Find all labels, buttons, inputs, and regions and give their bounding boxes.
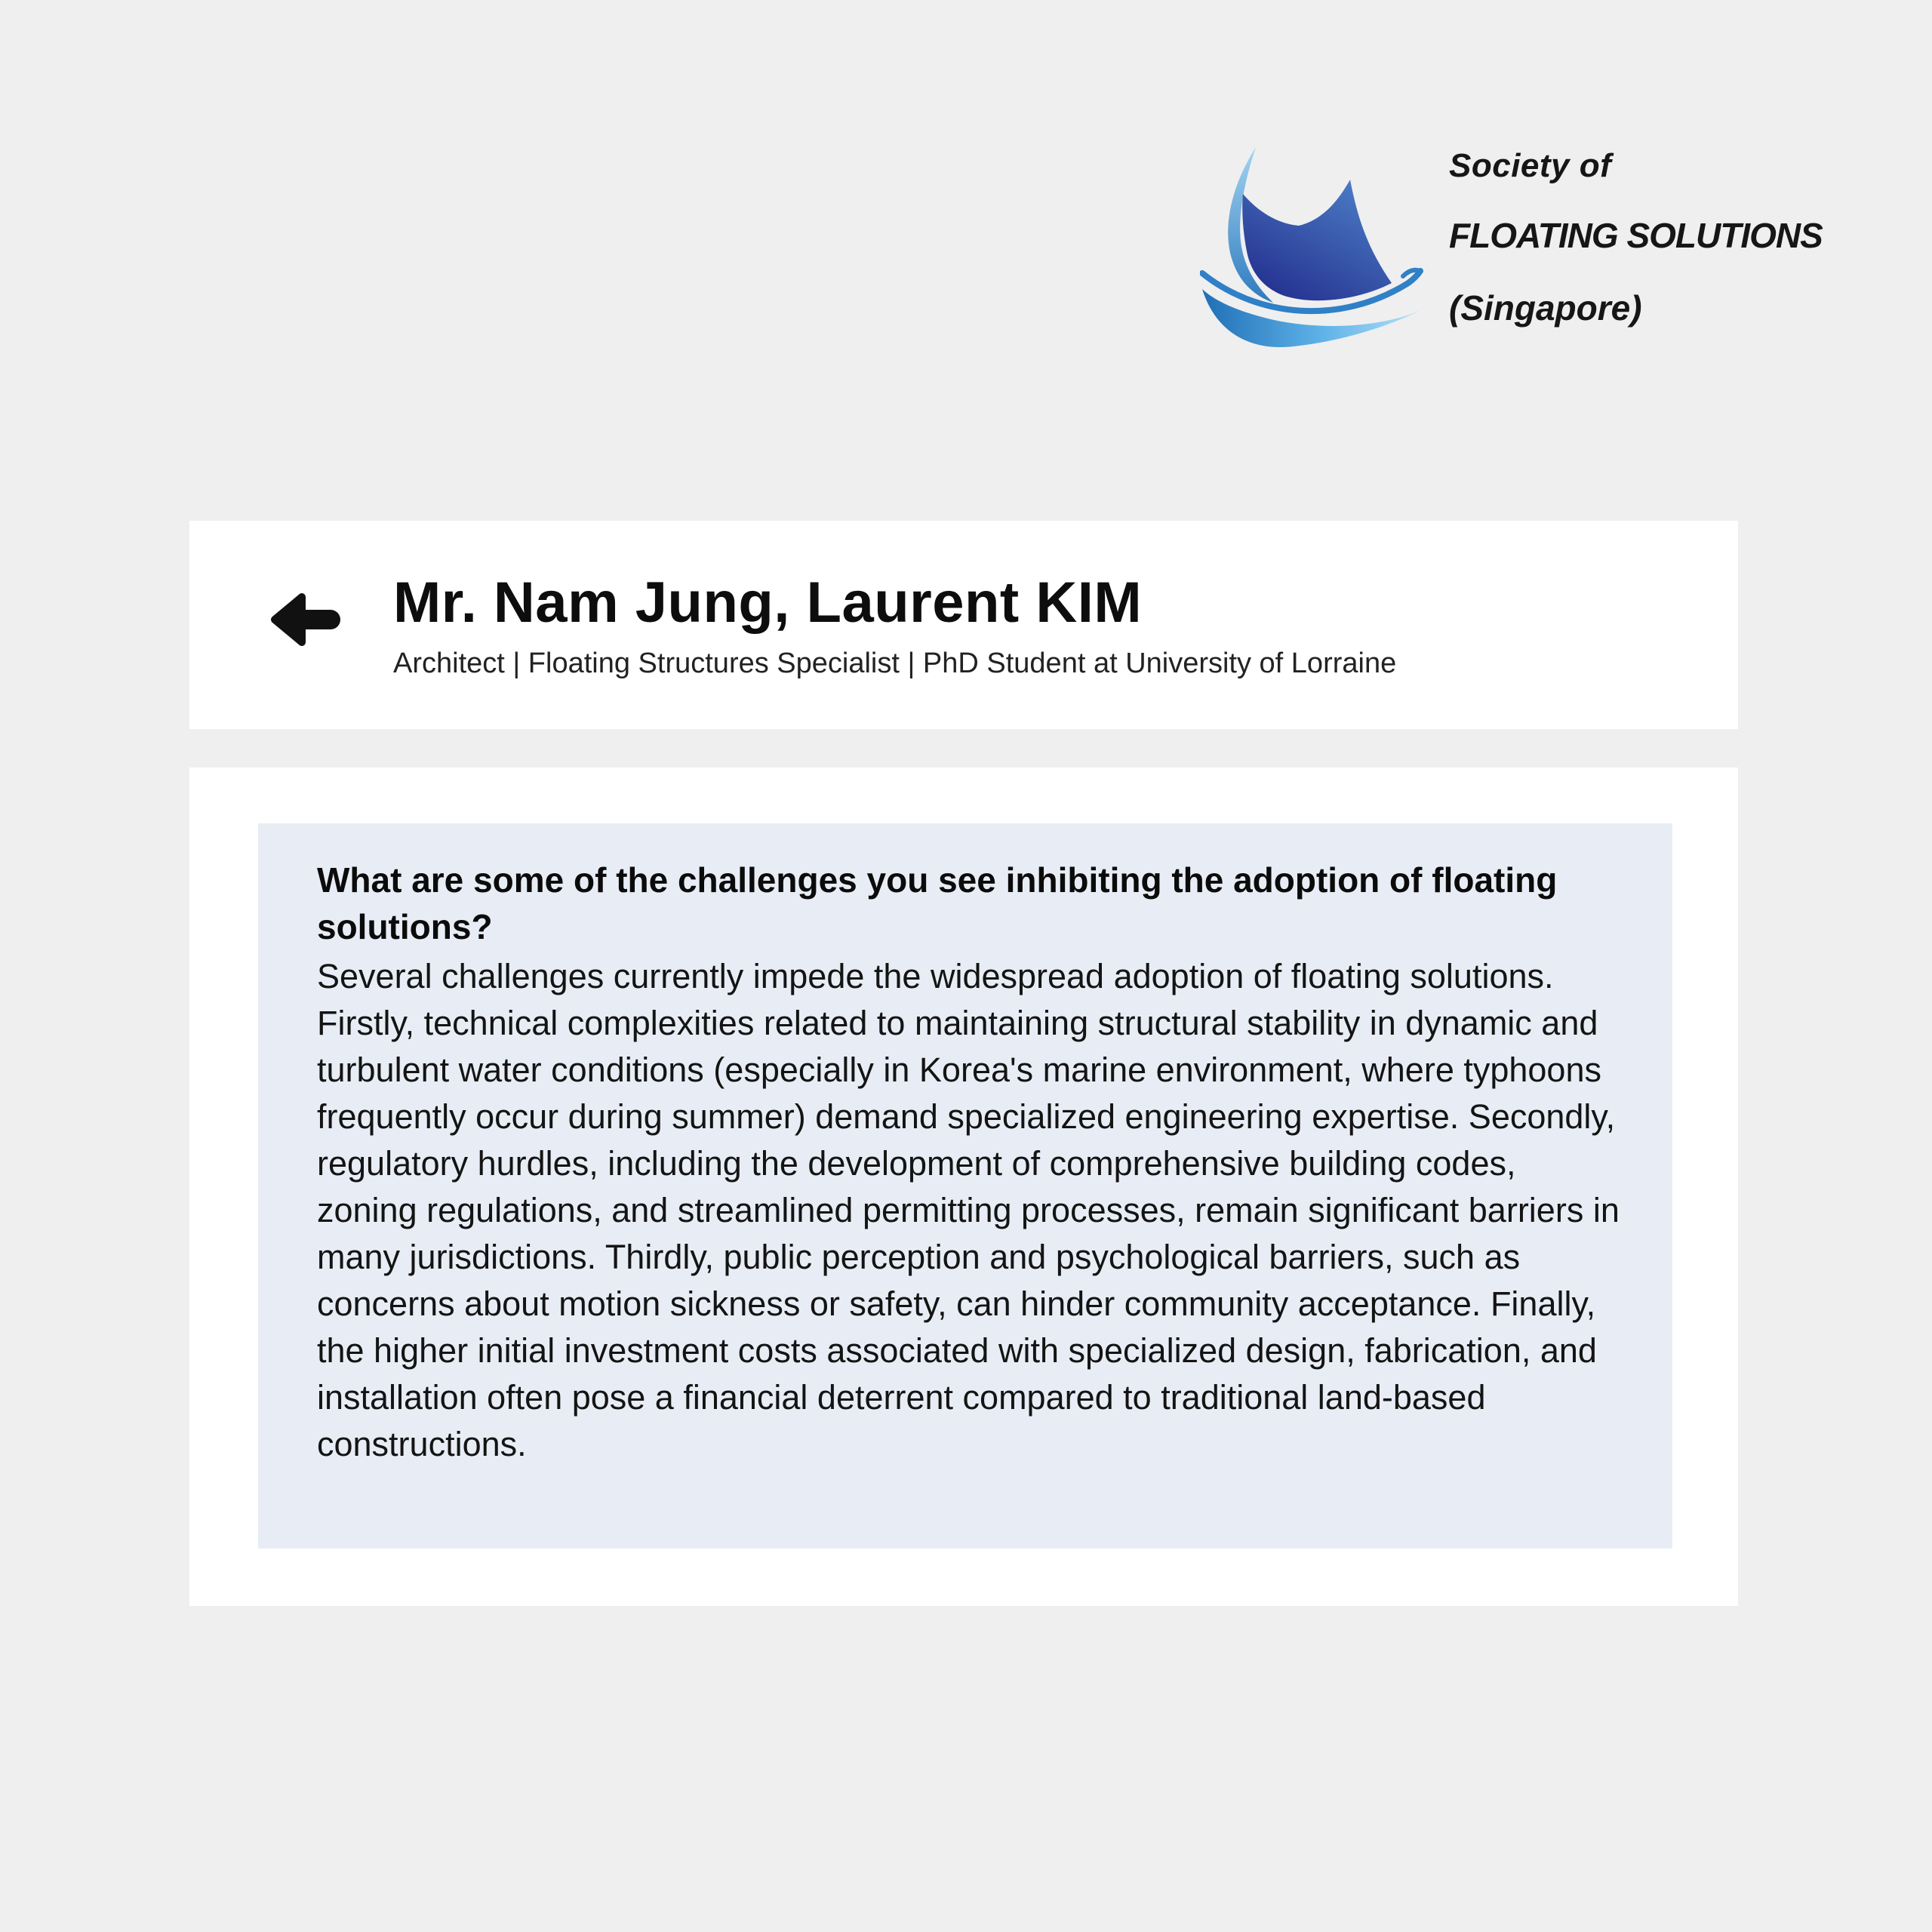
sfss-logo <box>1200 140 1823 366</box>
answer-text: Several challenges currently impede the widespread adoption of floating solutions. Firstly, technical complexities related to maintaining structural stability in dynamic and turbulent water conditions (especially in Korea's marine environment, where typhoons frequently occur during summer) demand specialized engineering expertise. Secondly, regulatory hurdles, including the development of comprehensive building codes, zoning regulations, and streamlined permitting processes, remain significant barriers in many jurisdictions. Thirdly, public perception and psychological barriers, such as concerns about motion sickness or safety, can hinder community acceptance. Finally, the higher initial investment costs associated with specialized design, fabrication, and installation often pose a financial deterrent compared to traditional land-based constructions. <box>317 957 1620 1463</box>
profile-role: Architect | Floating Structures Specialist | PhD Student at University of Lorraine <box>393 648 1397 680</box>
logo-floating-solutions: FLOATING SOLUTIONS <box>1449 216 1823 255</box>
logo-society-of: Society of <box>1449 147 1612 184</box>
question-text: What are some of the challenges you see inhibiting the adoption of floating solutions? <box>317 860 1558 946</box>
back-button[interactable] <box>269 592 341 647</box>
qa-text-block <box>317 857 1623 1468</box>
qa-panel <box>258 823 1672 1549</box>
profile-name: Mr. Nam Jung, Laurent KIM <box>393 570 1143 635</box>
interview-card <box>189 768 1738 1606</box>
sail-boat-logo-icon <box>1200 140 1426 358</box>
logo-singapore: (Singapore) <box>1449 288 1642 328</box>
profile-header-card <box>189 521 1738 729</box>
profile-text-block <box>393 521 1396 729</box>
back-arrow-icon <box>269 592 341 647</box>
logo-sail-shape <box>1242 180 1392 300</box>
